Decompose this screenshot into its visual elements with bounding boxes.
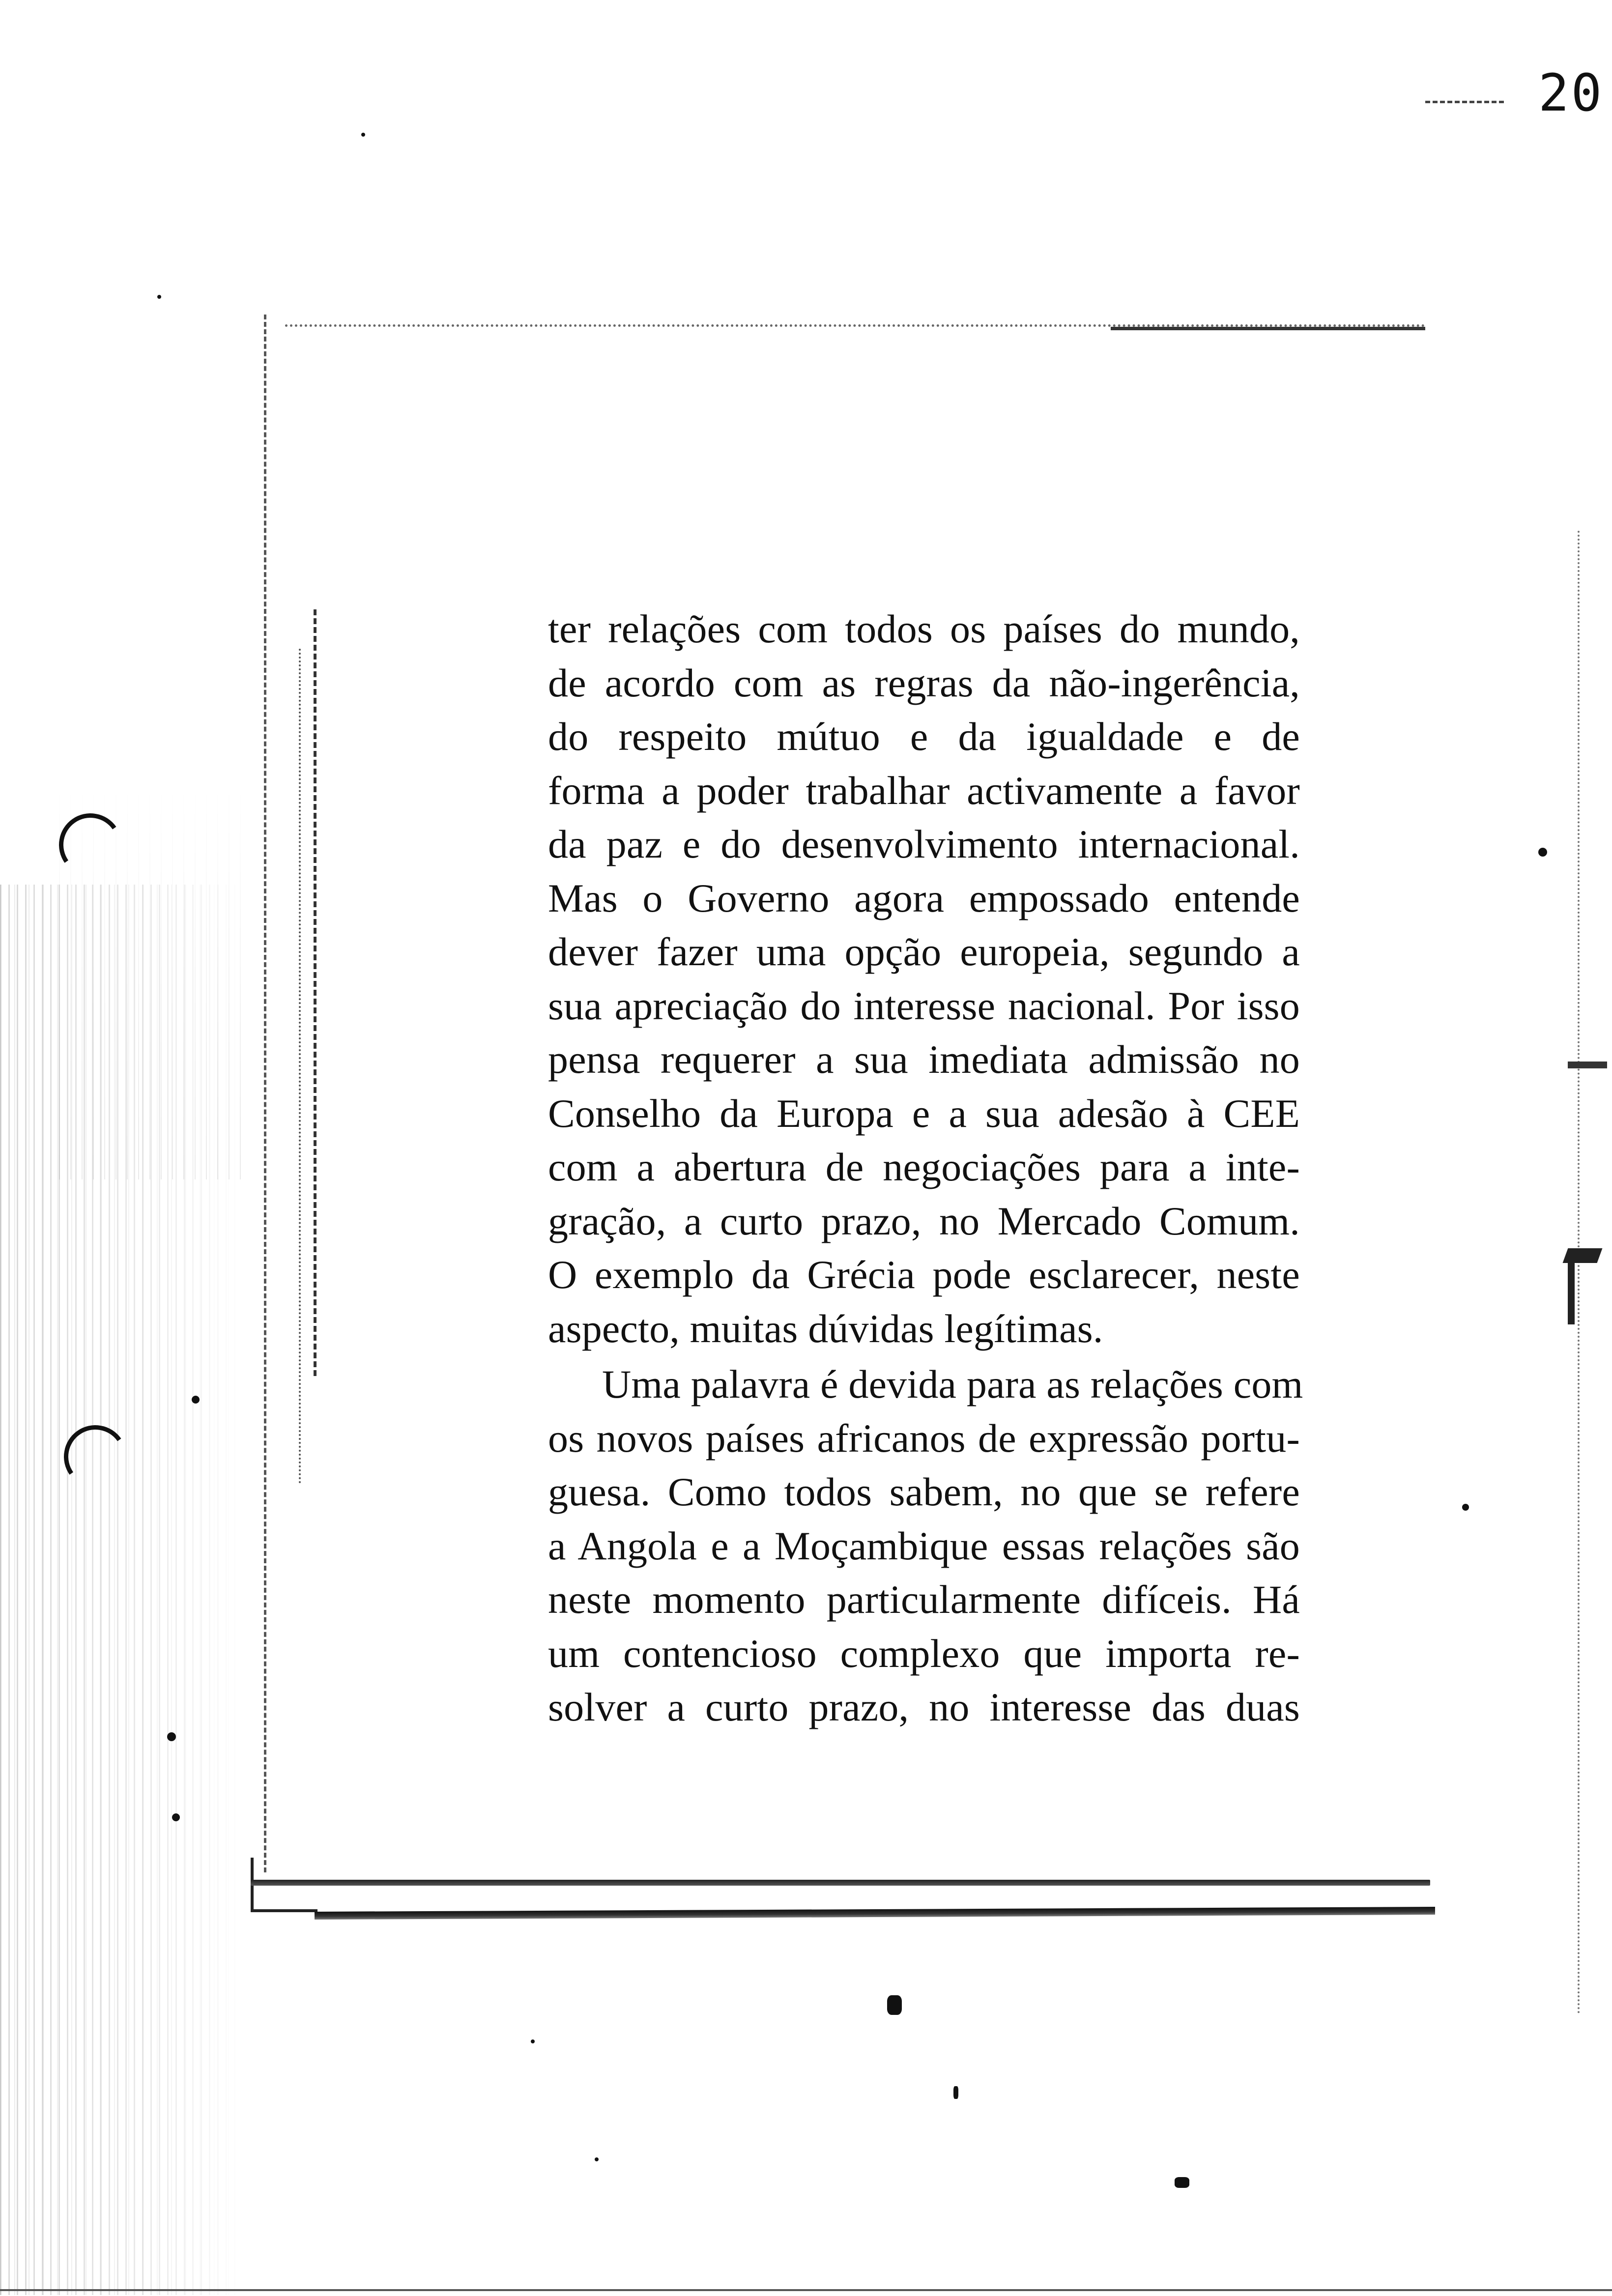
speck	[953, 2086, 958, 2099]
paragraph-2	[548, 1357, 1303, 1734]
right-margin-mark-bracket-stem	[1568, 1256, 1575, 1324]
text-line: ter relações com todos os países do mundo,	[548, 606, 1300, 651]
text-line: gração, a curto prazo, no Mercado Comum.	[548, 1198, 1300, 1243]
sheet-bottom-edge	[251, 1880, 1430, 1886]
body-text	[548, 602, 1303, 1734]
speck	[192, 1396, 200, 1404]
text-line: com a abertura de negociações para a inte-	[548, 1145, 1300, 1189]
right-margin-mark	[1568, 1062, 1607, 1068]
text-line: pensa requerer a sua imediata admissão no	[548, 1037, 1300, 1082]
text-line: um contencioso complexo que importa re-	[548, 1631, 1300, 1676]
text-line: neste momento particularmente difíceis. Há	[548, 1577, 1300, 1622]
text-line: O exemplo da Grécia pode esclarecer, neste	[548, 1252, 1300, 1297]
right-margin-line	[1578, 531, 1580, 2015]
text-line: os novos países africanos de expressão portu-	[548, 1415, 1300, 1461]
speck	[1175, 2177, 1189, 2188]
text-line: de acordo com as regras da não-ingerência,	[548, 660, 1300, 705]
speck	[172, 1813, 180, 1821]
speck	[361, 133, 365, 137]
speck	[157, 295, 161, 299]
text-line: Uma palavra é devida para as relações com	[602, 1362, 1303, 1406]
text-line: dever fazer uma opção europeia, segundo a	[548, 929, 1300, 974]
text-line: guesa. Como todos sabem, no que se refere	[548, 1469, 1300, 1514]
binding-line-secondary	[299, 649, 301, 1484]
photocopy-noise-left	[0, 885, 246, 2295]
speck	[887, 1995, 902, 2015]
text-line: sua apreciação do interesse nacional. Por isso	[548, 983, 1300, 1028]
text-line: Conselho da Europa e a sua adesão à CEE	[548, 1091, 1300, 1136]
paragraph-1	[548, 602, 1300, 1355]
text-line: do respeito mútuo e da igualdade e de	[548, 714, 1300, 759]
text-line: da paz e do desenvolvimento internacional.	[548, 822, 1300, 866]
text-line: a Angola e a Moçambique essas relações são	[548, 1523, 1300, 1568]
page-bottom-rule	[0, 2289, 1612, 2291]
header-dash	[1425, 101, 1504, 103]
speck	[595, 2157, 599, 2161]
page-number: 20	[1538, 63, 1604, 123]
speck	[531, 2039, 535, 2043]
speck	[167, 1732, 176, 1741]
speck	[1462, 1504, 1469, 1511]
sheet-left-edge	[264, 315, 266, 1872]
speck	[1538, 848, 1547, 857]
text-line: aspecto, muitas dúvidas legítimas.	[548, 1306, 1103, 1351]
text-line: Mas o Governo agora empossado entende	[548, 875, 1300, 920]
binding-line	[314, 609, 317, 1376]
text-line: solver a curto prazo, no interesse das duas	[548, 1685, 1300, 1729]
text-line: forma a poder trabalhar activamente a favor	[548, 768, 1300, 813]
sheet-top-edge-shadow	[1111, 327, 1425, 330]
sheet-bottom-edge-shadow	[315, 1907, 1435, 1920]
